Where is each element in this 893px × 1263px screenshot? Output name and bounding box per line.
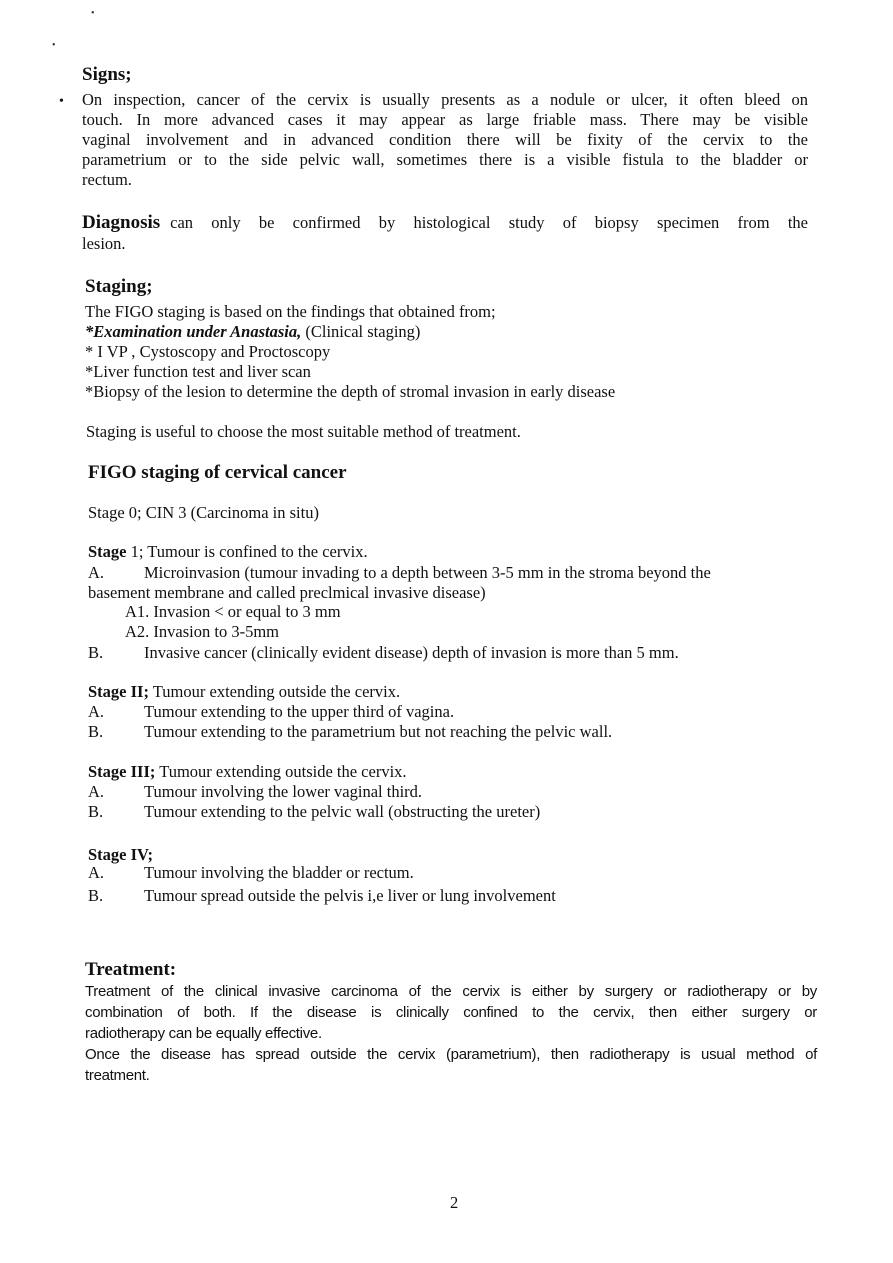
signs-heading: Signs; — [82, 64, 132, 85]
bullet-icon: • — [59, 94, 64, 109]
treatment-line: Treatment of the clinical invasive carcinoma of the cervix is either by surgery or radiotherapy or by — [85, 983, 817, 1000]
scan-speck: • — [91, 8, 95, 19]
treatment-line: Once the disease has spread outside the cervix (parametrium), then radiotherapy is usual method of — [85, 1046, 817, 1063]
exam-label: *Examination under Anastasia, — [85, 322, 302, 341]
signs-paragraph — [82, 90, 808, 190]
item-label: A. — [88, 782, 105, 801]
scan-speck: • — [52, 40, 56, 51]
ivp-text: Cystoscopy and Proctoscopy — [139, 342, 331, 361]
treatment-line: radiotherapy can be equally effective. — [85, 1025, 322, 1042]
stage2-label: Stage II; — [88, 682, 149, 701]
stage3-item-b — [88, 802, 540, 822]
signs-line: vaginal involvement and in advanced condition there will be fixity of the cervix to the — [82, 130, 808, 149]
stage1-label: Stage — [88, 542, 127, 561]
item-label: B. — [88, 886, 104, 905]
stage1-item-a — [88, 563, 711, 583]
signs-line: On inspection, cancer of the cervix is usually presents as a nodule or ulcer, it often bleed on — [82, 90, 808, 109]
signs-line: parametrium or to the side pelvic wall, sometimes there is a visible fistula to the bladder or — [82, 150, 808, 169]
item-label: B. — [88, 802, 104, 821]
item-label: A. — [88, 702, 105, 721]
stage1-a1: A1. Invasion < or equal to 3 mm — [125, 602, 341, 621]
treatment-heading: Treatment: — [85, 959, 177, 980]
diagnosis-line: lesion. — [82, 234, 126, 253]
staging-useful: Staging is useful to choose the most suitable method of treatment. — [86, 422, 521, 441]
item-label: B. — [88, 722, 104, 741]
stage2-item-b — [88, 722, 612, 742]
staging-item-liver: *Liver function test and liver scan — [85, 362, 311, 381]
stage1-title — [88, 542, 368, 562]
treatment-line: combination of both. If the disease is clinically confined to the cervix, then either surgery or — [85, 1004, 817, 1021]
diagnosis-paragraph — [82, 212, 808, 254]
signs-line: rectum. — [82, 170, 132, 189]
item-text: Invasive cancer (clinically evident disease) depth of invasion is more than 5 mm. — [144, 643, 679, 662]
item-text: Tumour extending to the parametrium but not reaching the pelvic wall. — [144, 722, 613, 741]
item-label: A. — [88, 563, 105, 582]
signs-line: touch. In more advanced cases it may appear as large friable mass. There may be visible — [82, 110, 808, 129]
item-label: B. — [88, 643, 104, 662]
item-text: Tumour extending to the upper third of vagina. — [144, 702, 455, 721]
staging-item-biopsy: *Biopsy of the lesion to determine the depth of stromal invasion in early disease — [85, 382, 616, 401]
figo-heading: FIGO staging of cervical cancer — [88, 462, 347, 483]
stage1-a2: A2. Invasion to 3-5mm — [125, 622, 279, 641]
item-text: Tumour spread outside the pelvis i,e liver or lung involvement — [144, 886, 556, 905]
ivp-label: * I VP , — [85, 342, 136, 361]
stage4-item-b — [88, 886, 556, 906]
stage2-title — [88, 682, 400, 702]
treatment-paragraph — [85, 981, 817, 1086]
stage3-label: Stage III; — [88, 762, 156, 781]
item-label: A. — [88, 863, 105, 882]
item-text: Microinvasion (tumour invading to a depth between 3-5 mm in the stroma beyond the — [144, 563, 711, 582]
diagnosis-heading: Diagnosis — [82, 212, 161, 233]
stage1-item-a-cont: basement membrane and called preclmical invasive disease) — [88, 583, 486, 602]
stage3-item-a — [88, 782, 422, 802]
staging-item-exam — [85, 322, 420, 342]
item-text: Tumour extending to the pelvic wall (obstructing the ureter) — [144, 802, 541, 821]
stage4-label: Stage IV; — [88, 845, 153, 864]
staging-item-ivp — [85, 342, 330, 362]
stage0-text: Stage 0; CIN 3 (Carcinoma in situ) — [88, 503, 319, 522]
stage3-desc: Tumour extending outside the cervix. — [159, 762, 407, 781]
stage4-item-a — [88, 863, 414, 883]
item-text: Tumour involving the bladder or rectum. — [144, 863, 414, 882]
stage2-item-a — [88, 702, 454, 722]
stage3-title — [88, 762, 407, 782]
diagnosis-line: can only be confirmed by histological study of biopsy specimen from the — [170, 213, 808, 232]
item-text: Tumour involving the lower vaginal third. — [144, 782, 423, 801]
treatment-line: treatment. — [85, 1067, 150, 1084]
staging-heading: Staging; — [85, 276, 153, 297]
stage2-desc: Tumour extending outside the cervix. — [152, 682, 401, 701]
stage1-desc: 1; Tumour is confined to the cervix. — [130, 542, 368, 561]
exam-note: (Clinical staging) — [305, 322, 421, 341]
page-number: 2 — [450, 1193, 459, 1212]
staging-intro: The FIGO staging is based on the findings that obtained from; — [85, 302, 496, 321]
stage1-item-b — [88, 643, 679, 663]
